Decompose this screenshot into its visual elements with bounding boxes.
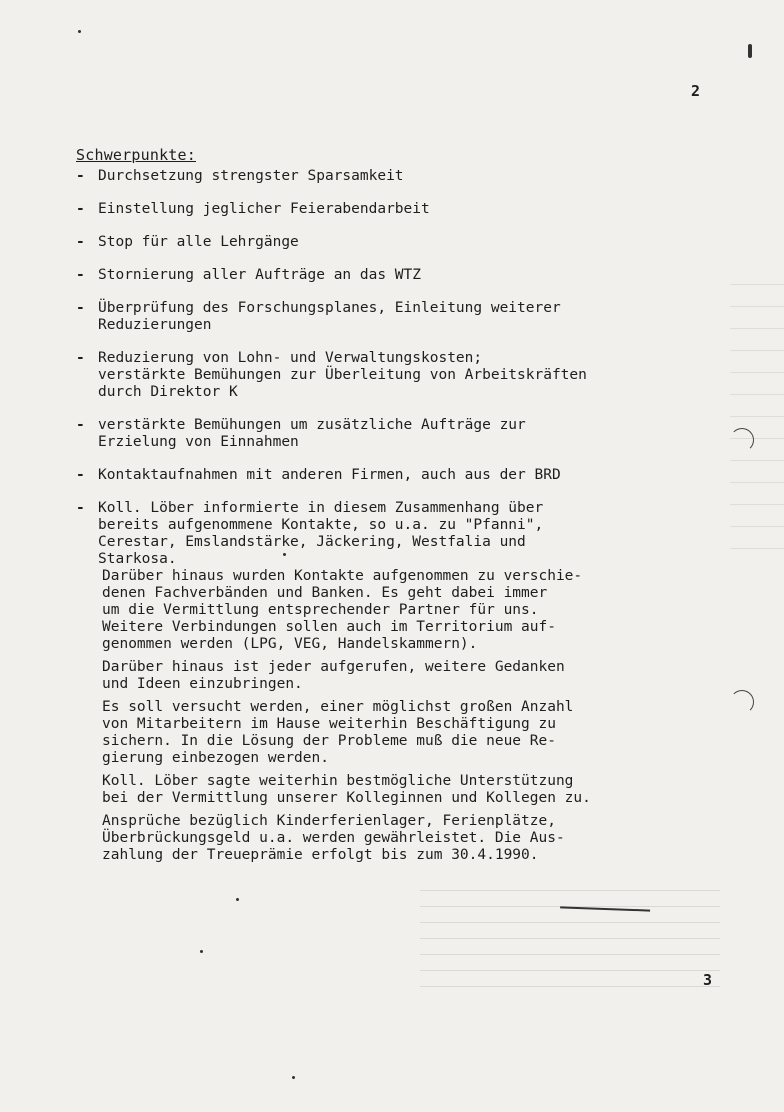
bullet-list bbox=[76, 168, 676, 864]
bleed-through-text-margin bbox=[730, 270, 784, 570]
bullet-item bbox=[76, 300, 676, 334]
body-paragraph bbox=[102, 659, 676, 693]
paragraph-line: genommen werden (LPG, VEG, Handelskammern). bbox=[102, 636, 478, 652]
bullet-dash: - bbox=[76, 467, 85, 483]
paragraph-line: Es soll versucht werden, einer möglichst großen Anzahl bbox=[102, 699, 574, 715]
bullet-dash: - bbox=[76, 500, 85, 516]
bullet-line: verstärkte Bemühungen um zusätzliche Aufträge zur bbox=[98, 417, 526, 433]
paragraph-line: Ansprüche bezüglich Kinderferienlager, Ferienplätze, bbox=[102, 813, 556, 829]
punch-hole-mark bbox=[730, 428, 754, 452]
bullet-line: Reduzierung von Lohn- und Verwaltungskosten; bbox=[98, 350, 483, 366]
bullet-line: bereits aufgenommene Kontakte, so u.a. zu "Pfanni", bbox=[98, 517, 544, 533]
bullet-dash: - bbox=[76, 300, 85, 316]
paragraph-line: Darüber hinaus wurden Kontakte aufgenommen zu verschie- bbox=[102, 568, 583, 584]
bullet-dash: - bbox=[76, 267, 85, 283]
paragraph-line: Darüber hinaus ist jeder aufgerufen, weitere Gedanken bbox=[102, 659, 565, 675]
paragraph-line: gierung einbezogen werden. bbox=[102, 750, 329, 766]
section-heading: Schwerpunkte: bbox=[76, 146, 196, 164]
paragraph-line: um die Vermittlung entsprechender Partner für uns. bbox=[102, 602, 539, 618]
body-paragraph bbox=[102, 699, 676, 767]
page-number-top: 2 bbox=[691, 82, 701, 100]
paragraph-line: bei der Vermittlung unserer Kolleginnen und Kollegen zu. bbox=[102, 790, 591, 806]
scan-speck bbox=[78, 30, 81, 33]
bullet-line: Stop für alle Lehrgänge bbox=[98, 234, 299, 250]
bullet-item bbox=[76, 417, 676, 451]
page-number-bottom: 3 bbox=[703, 971, 713, 989]
bullet-line: Erzielung von Einnahmen bbox=[98, 434, 299, 450]
bleed-through-text bbox=[420, 880, 720, 1000]
bullet-line: Überprüfung des Forschungsplanes, Einleitung weiterer bbox=[98, 300, 561, 316]
bullet-line: Koll. Löber informierte in diesem Zusammenhang über bbox=[98, 500, 544, 516]
paragraph-line: sichern. In die Lösung der Probleme muß die neue Re- bbox=[102, 733, 556, 749]
bullet-line: Starkosa. bbox=[98, 551, 177, 567]
bullet-line: durch Direktor K bbox=[98, 384, 238, 400]
paragraph-line: von Mitarbeitern im Hause weiterhin Beschäftigung zu bbox=[102, 716, 556, 732]
bullet-dash: - bbox=[76, 168, 85, 184]
body-paragraph bbox=[102, 773, 676, 807]
bullet-line: Cerestar, Emslandstärke, Jäckering, Westfalia und bbox=[98, 534, 526, 550]
bullet-item bbox=[76, 168, 676, 185]
bullet-line: Einstellung jeglicher Feierabendarbeit bbox=[98, 201, 430, 217]
bullet-line: Stornierung aller Aufträge an das WTZ bbox=[98, 267, 422, 283]
bullet-dash: - bbox=[76, 234, 85, 250]
body-paragraph bbox=[102, 813, 676, 864]
paragraph-line: und Ideen einzubringen. bbox=[102, 676, 303, 692]
bullet-item bbox=[76, 201, 676, 218]
scan-speck bbox=[236, 898, 239, 901]
bullet-item bbox=[76, 234, 676, 251]
bullet-item bbox=[76, 500, 676, 568]
bullet-line: Reduzierungen bbox=[98, 317, 212, 333]
paragraph-line: Überbrückungsgeld u.a. werden gewährleistet. Die Aus- bbox=[102, 830, 565, 846]
paragraph-line: Weitere Verbindungen sollen auch im Territorium auf- bbox=[102, 619, 556, 635]
paragraph-line: zahlung der Treueprämie erfolgt bis zum 30.4.1990. bbox=[102, 847, 539, 863]
scan-speck bbox=[200, 950, 203, 953]
bullet-item bbox=[76, 350, 676, 401]
punch-hole-mark bbox=[730, 690, 754, 714]
bullet-dash: - bbox=[76, 350, 85, 366]
paragraph-line: Koll. Löber sagte weiterhin bestmögliche Unterstützung bbox=[102, 773, 574, 789]
scan-speck bbox=[292, 1076, 295, 1079]
bullet-line: Kontaktaufnahmen mit anderen Firmen, auch aus der BRD bbox=[98, 467, 561, 483]
bullet-dash: - bbox=[76, 417, 85, 433]
paragraph-line: denen Fachverbänden und Banken. Es geht dabei immer bbox=[102, 585, 548, 601]
body-paragraph bbox=[102, 568, 676, 653]
bullet-item bbox=[76, 467, 676, 484]
bullet-item bbox=[76, 267, 676, 284]
bullet-line: Durchsetzung strengster Sparsamkeit bbox=[98, 168, 404, 184]
scan-speck bbox=[748, 44, 752, 58]
bullet-line: verstärkte Bemühungen zur Überleitung von Arbeitskräften bbox=[98, 367, 587, 383]
bullet-dash: - bbox=[76, 201, 85, 217]
